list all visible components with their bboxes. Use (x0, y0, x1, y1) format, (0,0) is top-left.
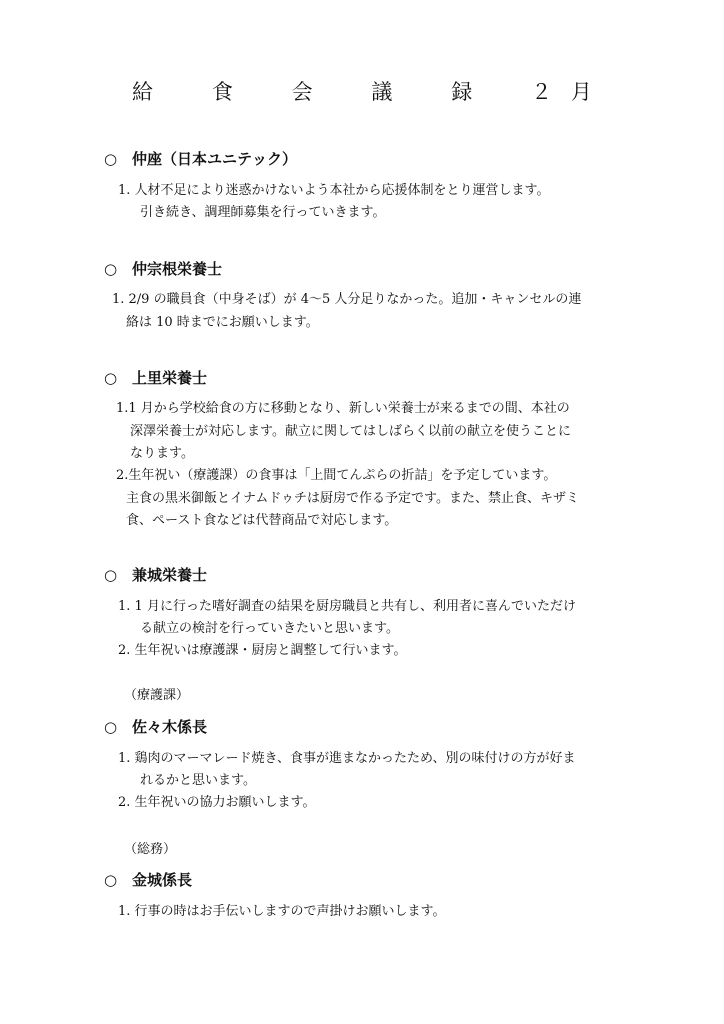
list-item: 2.生年祝い（療護課）の食事は「上間てんぷらの折詰」を予定しています。 (116, 468, 557, 483)
department-label: （療護課） (124, 688, 190, 703)
section-heading-label: 佐々木係長 (132, 718, 208, 736)
section-heading-kaneshiro-nutritionist (104, 564, 207, 585)
section-heading-uezato (104, 367, 207, 388)
list-item: 1. 1 月に行った嗜好調査の結果を厨房職員と共有し、利用者に喜んでいただけ (118, 599, 576, 614)
list-item: 2. 生年祝いは療護課・厨房と調整して行います。 (118, 643, 407, 658)
section-heading-label: 上里栄養士 (132, 369, 208, 387)
circle-bullet-icon: ○ (104, 369, 118, 387)
list-item: 1.1 月から学校給食の方に移動となり、新しい栄養士が来るまでの間、本社の (116, 401, 570, 416)
list-item: 引き続き、調理師募集を行っていきます。 (140, 205, 386, 220)
list-item: 食、ペースト食などは代替商品で対応します。 (126, 513, 398, 528)
section-heading-label: 仲宗根栄養士 (132, 260, 223, 278)
list-item: 主食の黒米御飯とイナムドゥチは厨房で作る予定です。また、禁止食、キザミ (126, 491, 579, 506)
circle-bullet-icon: ○ (104, 718, 118, 736)
department-label: （総務） (124, 842, 177, 857)
section-heading-label: 金城係長 (132, 871, 193, 889)
section-heading-nakaza (104, 148, 297, 169)
list-item: 1. 鶏肉のマーマレード焼き、食事が進まなかったため、別の味付けの方が好ま (118, 751, 576, 766)
section-heading-label: 兼城栄養士 (132, 566, 208, 584)
list-item: 1. 人材不足により迷惑かけないよう本社から応援体制をとり運営します。 (118, 183, 550, 198)
list-item: なります。 (130, 446, 194, 461)
section-heading-sasaki (104, 716, 207, 737)
list-item: る献立の検討を行っていきたいと思います。 (140, 621, 399, 636)
section-heading-label: 仲座（日本ユニテック） (132, 150, 298, 168)
list-item: 2. 生年祝いの協力お願いします。 (118, 795, 316, 810)
list-item: れるかと思います。 (140, 773, 256, 788)
list-item: 1. 行事の時はお手伝いしますので声掛けお願いします。 (118, 904, 446, 919)
page-title: 給 食 会 議 録 ２月 (132, 80, 611, 104)
circle-bullet-icon: ○ (104, 871, 118, 889)
section-heading-nakasone (104, 258, 222, 279)
section-heading-kaneshiro-chief (104, 869, 192, 890)
list-item: 深澤栄養士が対応します。献立に関してはしばらく以前の献立を使うことに (130, 424, 571, 439)
circle-bullet-icon: ○ (104, 150, 118, 168)
circle-bullet-icon: ○ (104, 260, 118, 278)
list-item: 1. 2/9 の職員食（中身そば）が 4～5 人分足りなかった。追加・キャンセルの連 (112, 292, 582, 307)
list-item: 絡は 10 時までにお願いします。 (126, 315, 319, 330)
circle-bullet-icon: ○ (104, 566, 118, 584)
